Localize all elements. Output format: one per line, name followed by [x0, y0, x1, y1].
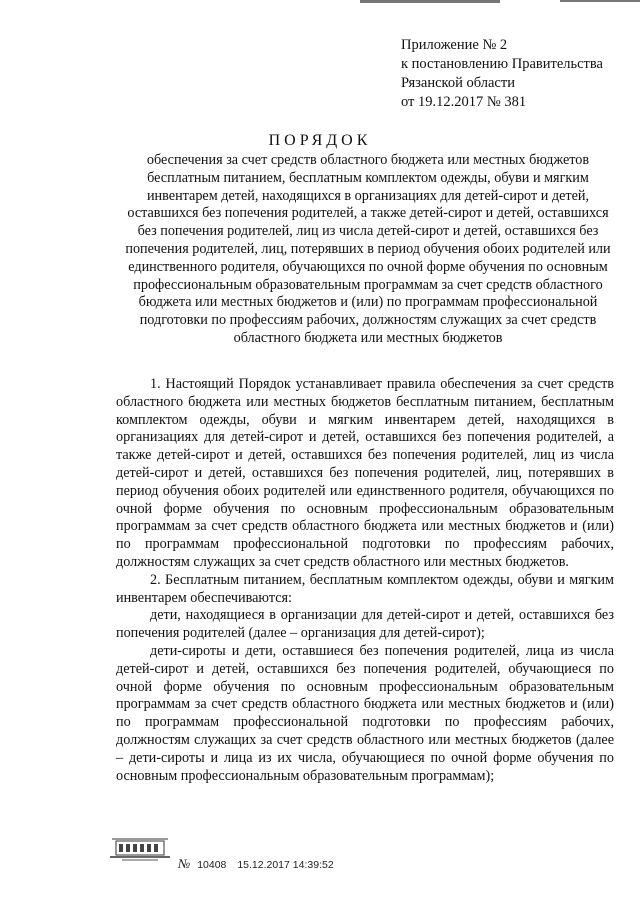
document-title: ПОРЯДОК	[268, 132, 372, 149]
scan-edge-mark	[360, 0, 500, 3]
number-sign: №	[178, 856, 191, 871]
attachment-number: Приложение № 2	[401, 37, 508, 53]
registration-line	[178, 856, 334, 872]
scan-edge-mark	[560, 0, 640, 2]
paragraph-2-item-2: дети-сироты и дети, оставшиеся без попечения родителей, лица из числа детей-сирот и детей, оставшихся без попечения родителей, обучающиеся по очной форме обучения по основным профессиональным образовательным программам за счет средств областного бюджета или местных бюджетов и (или) по программам профессиональной подготовки по профессиям рабочих, должностям служащих за счет средств областного или местных бюджетов (далее – дети-сироты и лица из их числа, обучающиеся по очной форме обучения по основным профессиональным образовательным программам);	[116, 642, 614, 784]
document-body	[116, 376, 614, 785]
registry-stamp-icon	[108, 833, 172, 861]
document-subtitle: обеспечения за счет средств областного бюджета или местных бюджетов бесплатным питанием, бесплатным комплектом одежды, обуви и мягким инвентарем детей, находящихся в организациях для детей-сирот и детей, оставшихся без попечения родителей, а также детей-сирот и детей, оставшихся без попечения родителей, лиц из числа детей-сирот и детей, оставшихся без попечения родителей, лиц, потерявших в период обучения обоих родителей или единственного родителя, обучающихся по очной форме обучения по основным профессиональным образовательным программам за счет средств областного бюджета или местных бюджетов и (или) по программам профессиональной подготовки по профессиям рабочих, должностям служащих за счет средств областного бюджета или местных бюджетов	[125, 152, 611, 346]
registration-time: 14:39:52	[292, 859, 334, 871]
attachment-date: от 19.12.2017 № 381	[401, 94, 527, 110]
attachment-header	[401, 36, 603, 112]
paragraph-2-item-1: дети, находящиеся в организации для детей-сирот и детей, оставшихся без попечения родителей (далее – организация для детей-сирот);	[116, 607, 614, 642]
attachment-resolution: к постановлению Правительства	[401, 56, 603, 72]
registration-date: 15.12.2017	[237, 859, 290, 871]
paragraph-2: 2. Бесплатным питанием, бесплатным комплектом одежды, обуви и мягким инвентарем обеспечиваются:	[116, 571, 614, 606]
registration-number: 10408	[197, 859, 227, 871]
attachment-region: Рязанской области	[401, 75, 515, 91]
paragraph-1: 1. Настоящий Порядок устанавливает правила обеспечения за счет средств областного бюджета или местных бюджетов бесплатным питанием, бесплатным комплектом одежды, обуви и мягким инвентарем детей, находящихся в организациях для детей-сирот и детей, оставшихся без попечения родителей, а также детей-сирот и детей, оставшихся без попечения родителей, лиц из числа детей-сирот и детей, оставшихся без попечения родителей, лиц, потерявших в период обучения обоих родителей или единственного родителя, обучающихся по очной форме обучения по основным профессиональным образовательным программам за счет средств областного бюджета или местных бюджетов и (или) по программам профессиональной подготовки по профессиям рабочих, должностям служащих за счет средств областного или местных бюджетов.	[116, 376, 614, 570]
